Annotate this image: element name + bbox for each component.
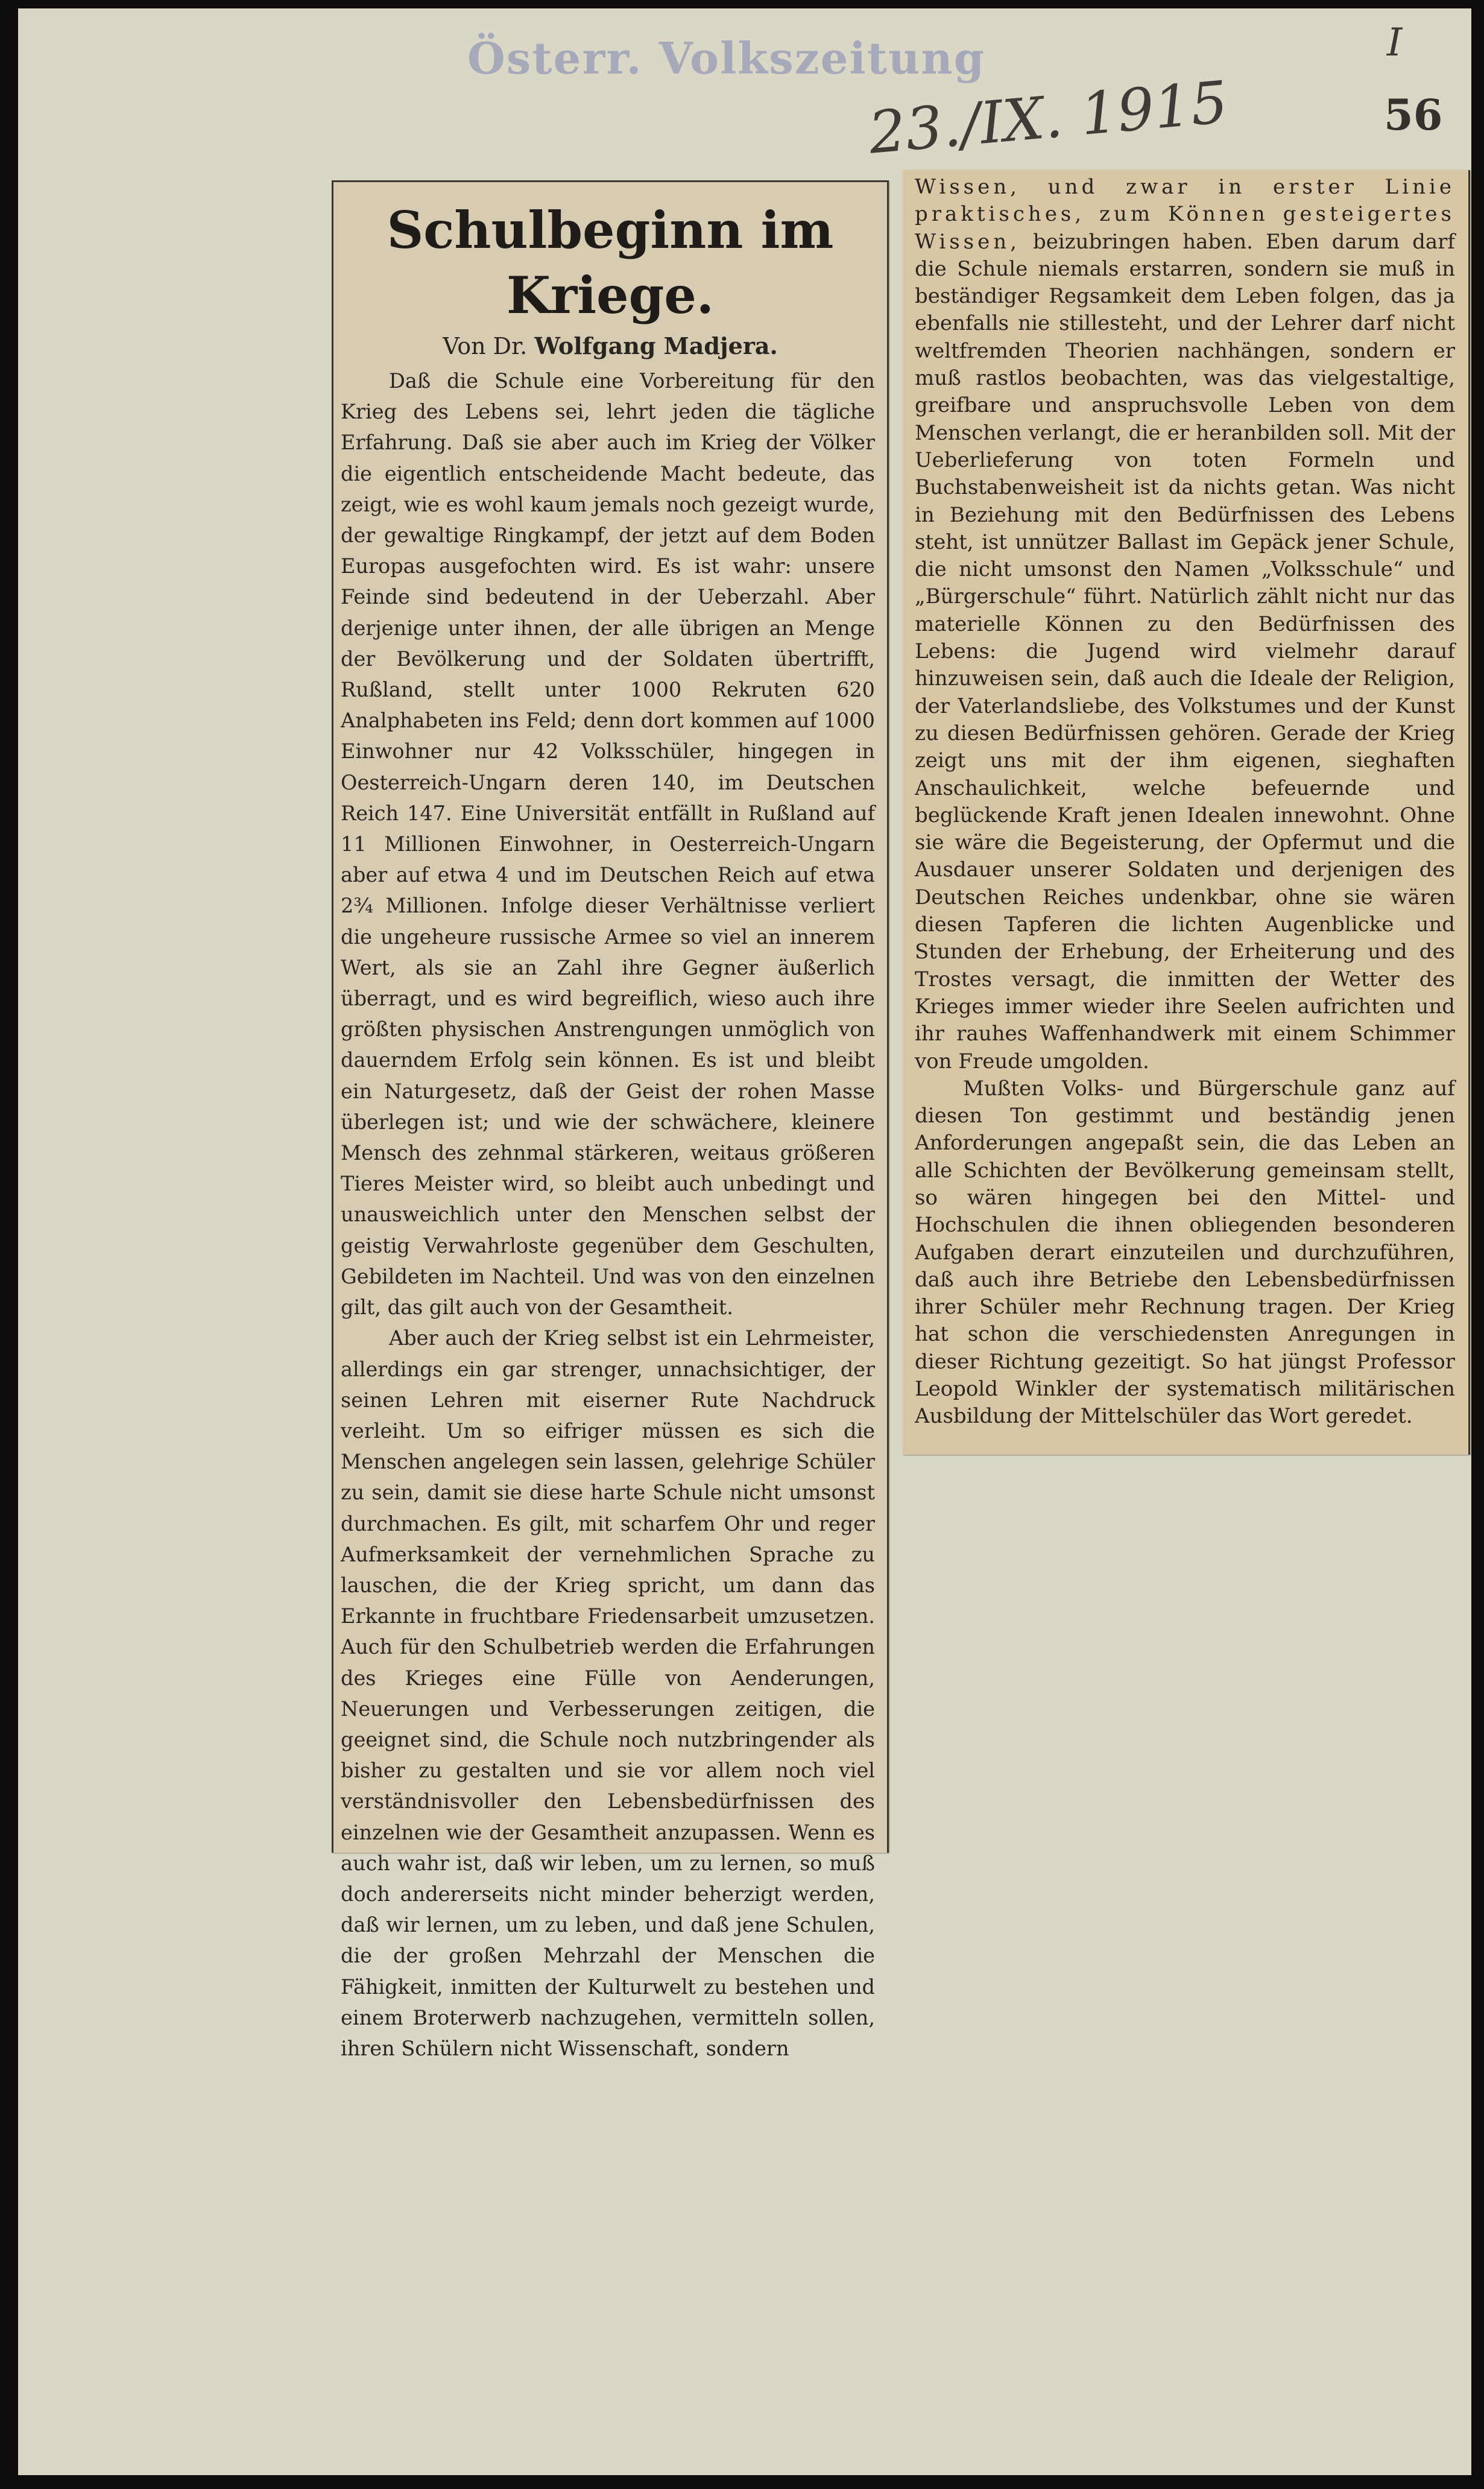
handwritten-mark: I <box>1387 21 1403 65</box>
page-number: 56 <box>1384 90 1443 140</box>
byline-prefix: Von Dr. <box>443 333 528 359</box>
article-headline: Schulbeginn im Kriege. <box>387 200 834 325</box>
paragraph: Daß die Schule eine Vorbereitung für den Krieg des Lebens sei, lehrt jeden die tägliche Erfahrung. Daß sie aber auch im Krieg der Völker die eigentlich entscheidende Macht bedeute, das zeigt, wie es wohl kaum jemals noch gezeigt wurde, der gewaltige Ringkampf, der jetzt auf dem Boden Europas ausgefochten wird. Es ist wahr: unsere Feinde sind bedeutend in der Ueberzahl. Aber derjenige unter ihnen, der alle übrigen an Menge der Bevölkerung und der Soldaten übertrifft, Rußland, stellt unter 1000 Rekruten 620 Analphabeten ins Feld; denn dort kommen auf 1000 Einwohner nur 42 Volksschüler, hingegen in Oesterreich-Ungarn deren 140, im Deutschen Reich 147. Eine Universität entfällt in Rußland auf 11 Millionen Einwohner, in Oesterreich-Ungarn aber auf etwa 4 und im Deutschen Reich auf etwa 2¾ Millionen. Infolge dieser Verhältnisse verliert die ungeheure russische Armee so viel an innerem Wert, als sie an Zahl ihre Gegner äußerlich überragt, und es wird begreiflich, wieso auch ihre größten physischen Anstrengungen unmöglich von dauerndem Erfolg sein können. Es ist und bleibt ein Naturgesetz, daß der Geist der rohen Masse überlegen ist; und wie der schwächere, kleinere Mensch des zehnmal stärkeren, weitaus größeren Tieres Meister wird, so bleibt auch unbedingt und unausweichlich unter den Menschen selbst der geistig Verwahrloste gegenüber dem Geschulten, Gebildeten im Nachteil. Und was von den einzelnen gilt, das gilt auch von der Gesamtheit. <box>341 369 875 1320</box>
paragraph-continuation: beizubringen haben. Eben darum darf die Schule niemals erstarren, sondern sie muß in beständiger Regsamkeit dem Leben folgen, das ja ebenfalls nie stillesteht, und der Lehrer darf nicht weltfremden Theorien nachhängen, sondern er muß rastlos beobachten, was das vielgestaltige, greifbare und anspruchsvolle Leben von dem Menschen verlangt, die er heranbilden soll. Mit der Ueberlieferung von toten Formeln und Buchstabenweisheit ist da nichts getan. Was nicht in Beziehung mit den Bedürfnissen des Lebens steht, ist unnützer Ballast im Gepäck jener Schule, die nicht umsonst den Namen „Volksschule“ und „Bürgerschule“ führt. Natürlich zählt nicht nur das materielle Können zu den Bedürfnissen des Lebens: die Jugend wird vielmehr darauf hinzuweisen sein, daß auch die Ideale der Religion, der Vaterlandsliebe, des Volkstumes und der Kunst zu diesen Bedürfnissen gehören. Gerade der Krieg zeigt uns mit der ihm eigenen, sieghaften Anschaulichkeit, welche befeuernde und beglückende Kraft jenen Idealen innewohnt. Ohne sie wäre die Begeisterung, der Opfermut und die Ausdauer unserer Soldaten und derjenigen des Deutschen Reiches undenkbar, ohne sie wären diesen Tapferen die lichten Augenblicke und Stunden der Erhebung, der Erheiterung und des Trostes versagt, die inmitten der Wetter des Krieges immer wieder ihre Seelen aufrichten und ihr rauhes Waffenhandwerk mit einem Schimmer von Freude umgolden. <box>915 229 1455 1074</box>
archive-sheet <box>18 8 1471 2475</box>
spaced-emphasis: Wissen, und zwar in erster Linie praktisches, zum Können gesteigertes Wissen, <box>915 175 1455 254</box>
left-column-text <box>333 365 887 2064</box>
paragraph <box>915 174 1455 1075</box>
byline-author: Wolfgang Madjera. <box>534 332 778 359</box>
newspaper-stamp: Österr. Volkszeitung <box>467 33 986 84</box>
paragraph: Mußten Volks- und Bürgerschule ganz auf diesen Ton gestimmt und beständig jenen Anforderungen angepaßt sein, die das Leben an alle Schichten der Bevölkerung gemeinsam stellt, so wären hingegen bei den Mittel- und Hochschulen die ihnen obliegenden besonderen Aufgaben derart einzuteilen und durchzuführen, daß auch ihre Betriebe den Lebensbedürfnissen ihrer Schüler mehr Rechnung tragen. Der Krieg hat schon die verschiedensten Anregungen in dieser Richtung gezeitigt. So hat jüngst Professor Leopold Winkler der systematisch militärischen Ausbildung der Mittelschüler das Wort geredet. <box>915 1076 1455 1429</box>
clipping-right-column <box>903 170 1470 1455</box>
right-column-text <box>903 170 1468 1431</box>
article-byline <box>333 330 887 362</box>
paragraph: Aber auch der Krieg selbst ist ein Lehrmeister, allerdings ein gar strenger, unnachsichtiger, der seinen Lehren mit eiserner Rute Nachdruck verleiht. Um so eifriger müssen es sich die Menschen angelegen sein lassen, gelehrige Schüler zu sein, damit sie diese harte Schule nicht umsonst durchmachen. Es gilt, mit scharfem Ohr und reger Aufmerksamkeit der vernehmlichen Sprache zu lauschen, die der Krieg spricht, um dann das Erkannte in fruchtbare Friedensarbeit umzusetzen. Auch für den Schulbetrieb werden die Erfahrungen des Krieges eine Fülle von Aenderungen, Neuerungen und Verbesserungen zeitigen, die geeignet sind, die Schule noch nutzbringender als bisher zu gestalten und sie vor allem noch viel verständnisvoller den Lebensbedürfnissen des einzelnen wie der Gesamtheit anzupassen. Wenn es auch wahr ist, daß wir leben, um zu lernen, so muß doch andererseits nicht minder beherzigt werden, daß wir lernen, um zu leben, und daß jene Schulen, die der großen Mehrzahl der Menschen die Fähigkeit, inmitten der Kulturwelt zu bestehen und einem Broterwerb nachzugehen, vermitteln sollen, ihren Schülern nicht Wissenschaft, sondern <box>341 1326 875 2060</box>
clipping-left-column <box>332 180 889 2060</box>
handwritten-date: 23./IX. 1915 <box>866 68 1231 167</box>
